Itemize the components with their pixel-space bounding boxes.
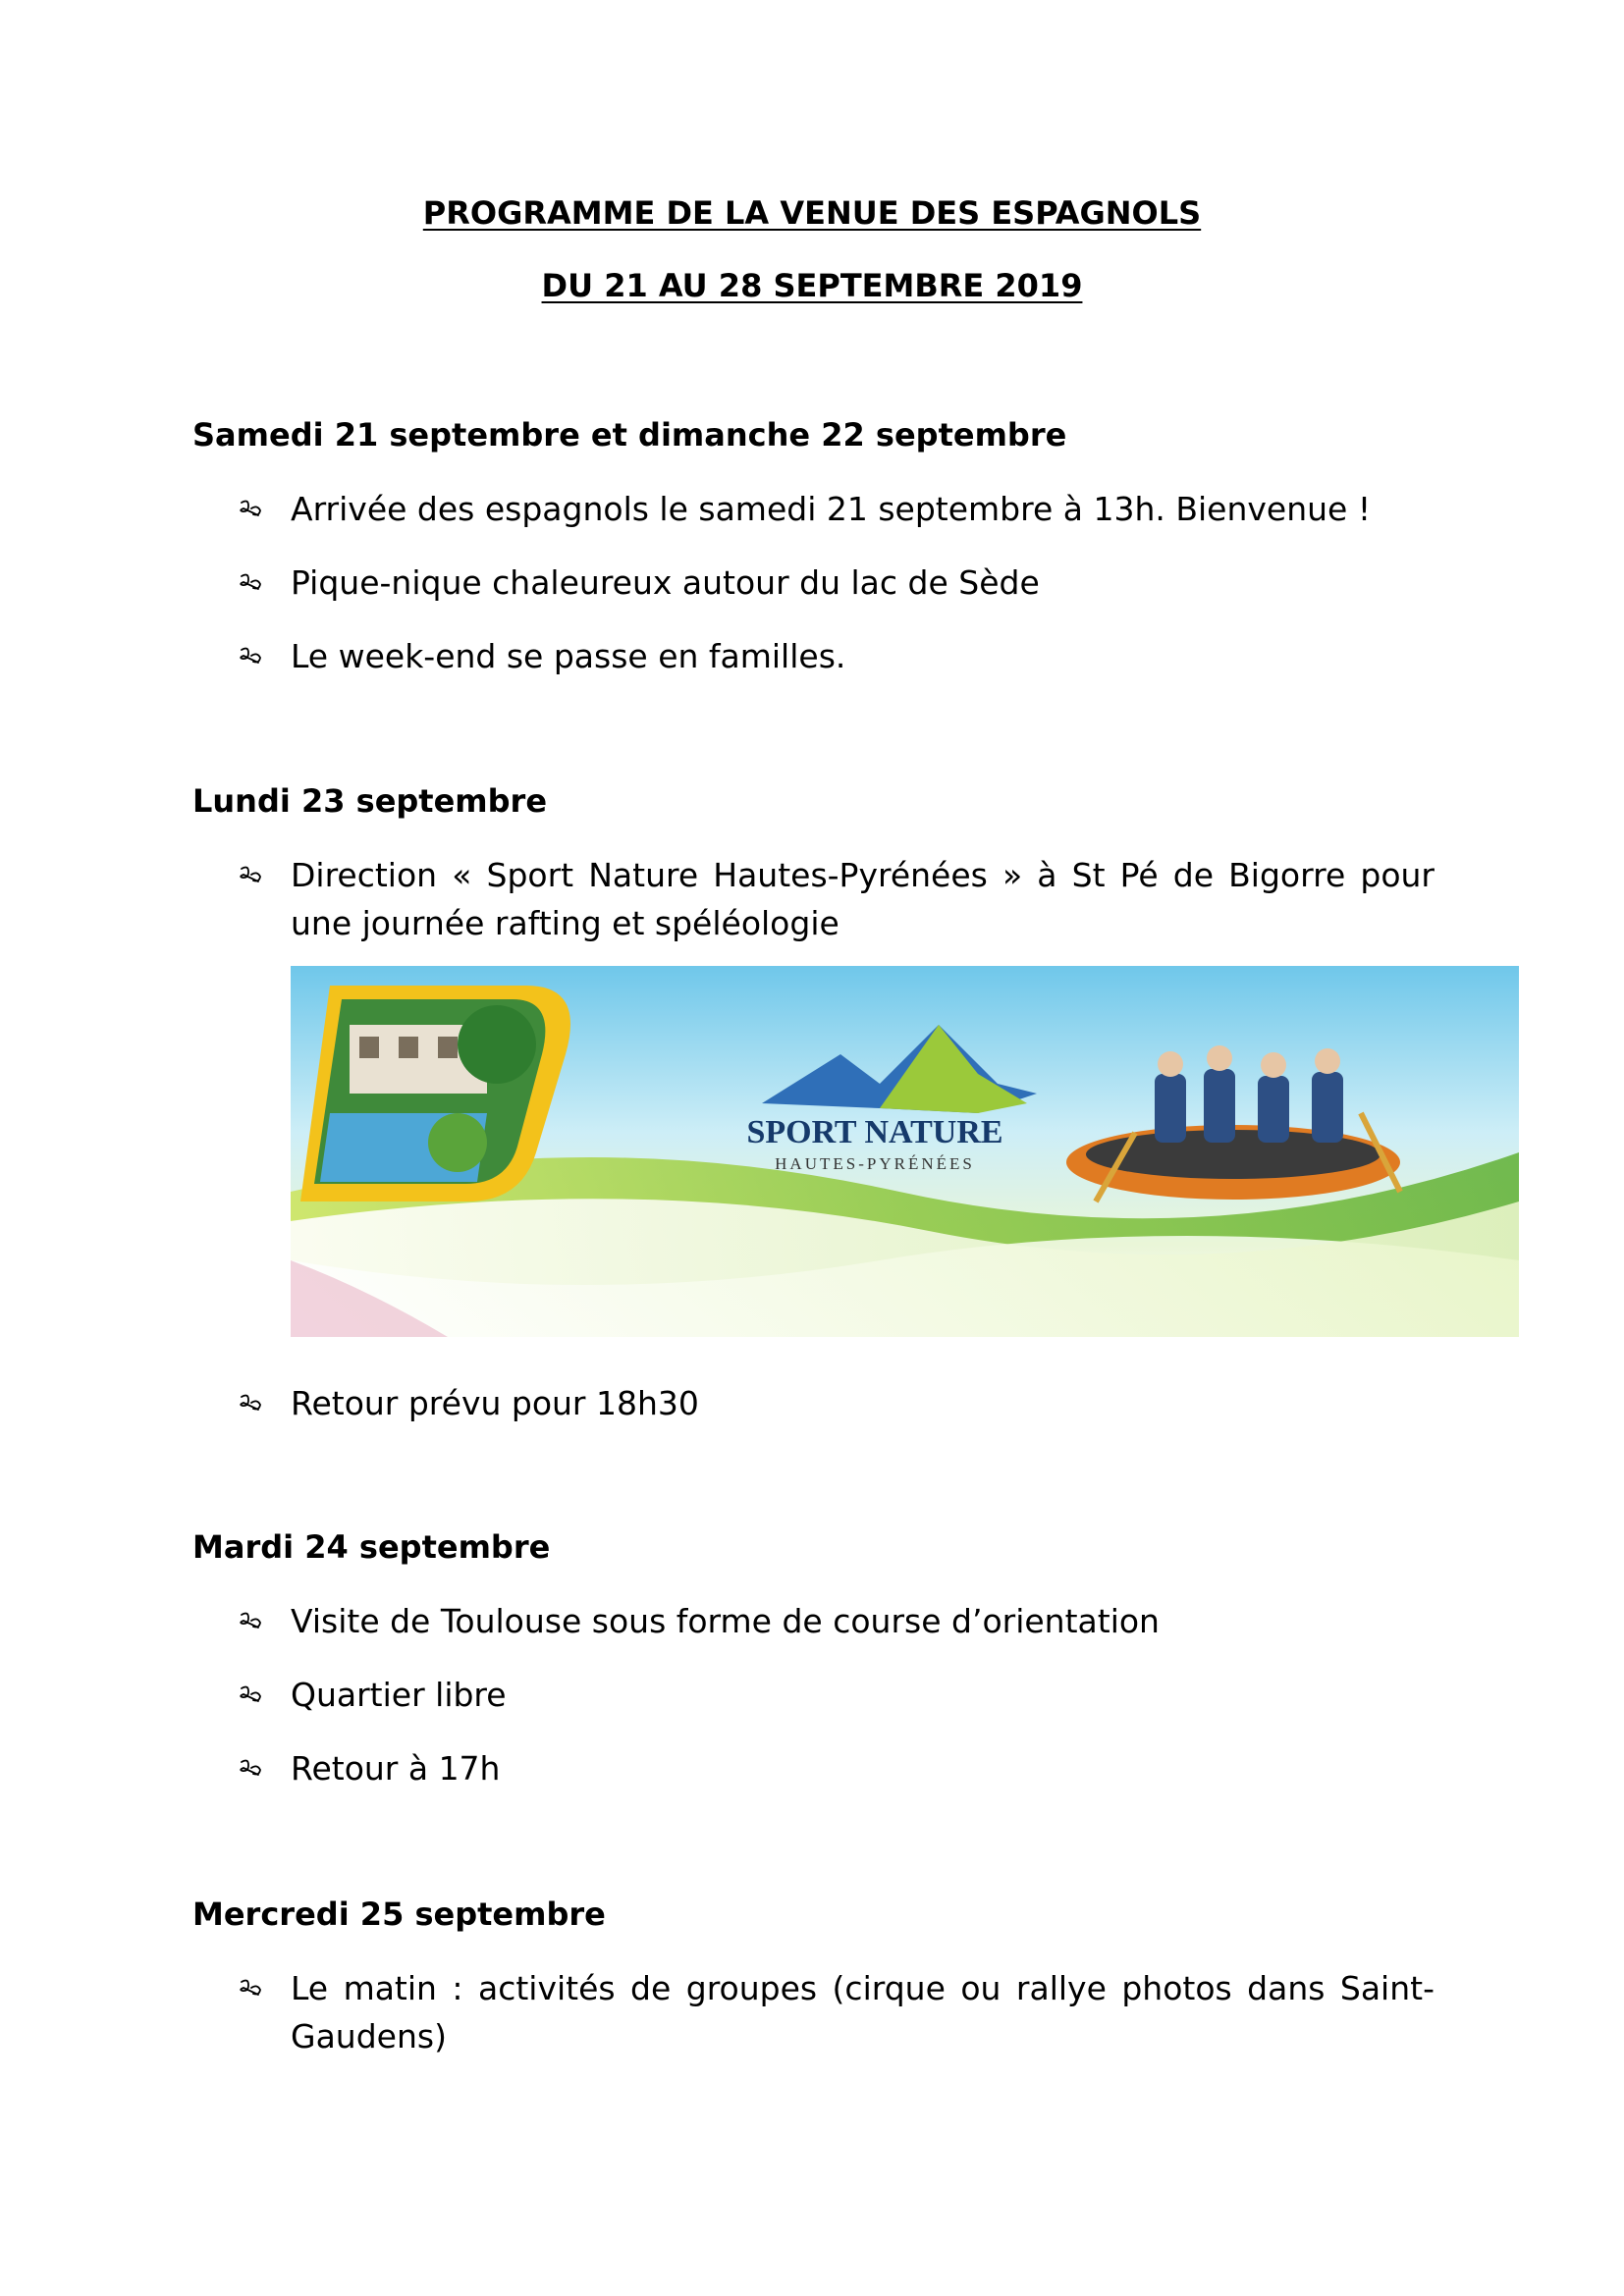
list-item: Visite de Toulouse sous forme de course d’orientation [291,1602,1160,1640]
bullet-icon [240,1612,261,1631]
bullet-icon [240,1685,261,1705]
day-heading-samedi: Samedi 21 septembre et dimanche 22 septembre [192,416,1067,454]
day-heading-lundi: Lundi 23 septembre [192,782,548,820]
banner-logo-line2: HAUTES-PYRÉNÉES [775,1154,975,1173]
bullet-icon [240,866,261,885]
list-item: Quartier libre [291,1676,507,1714]
bullet-icon [240,573,261,593]
bullet-icon [240,1394,261,1414]
day-heading-mardi: Mardi 24 septembre [192,1528,551,1566]
bullet-icon [240,647,261,667]
list-item: Retour prévu pour 18h30 [291,1384,699,1422]
list-item: Arrivée des espagnols le samedi 21 septembre à 13h. Bienvenue ! [291,490,1372,528]
list-item: Le week-end se passe en familles. [291,637,846,675]
sport-nature-banner [291,966,1519,1337]
list-item: Le matin : activités de groupes (cirque ou rallye photos dans Saint-Gaudens) [291,1969,1435,2056]
bullet-icon [240,1979,261,1999]
list-item: Pique-nique chaleureux autour du lac de Sède [291,563,1040,602]
page-subtitle: DU 21 AU 28 SEPTEMBRE 2019 [541,267,1083,304]
day-heading-mercredi: Mercredi 25 septembre [192,1896,606,1933]
list-item: Direction « Sport Nature Hautes-Pyrénées » à St Pé de Bigorre pour une journée rafting et spéléologie [291,856,1435,942]
list-item: Retour à 17h [291,1749,501,1788]
banner-logo-line1: SPORT NATURE [746,1114,1003,1150]
bullet-icon [240,500,261,519]
page-title: PROGRAMME DE LA VENUE DES ESPAGNOLS [422,194,1202,232]
bullet-icon [240,1759,261,1779]
